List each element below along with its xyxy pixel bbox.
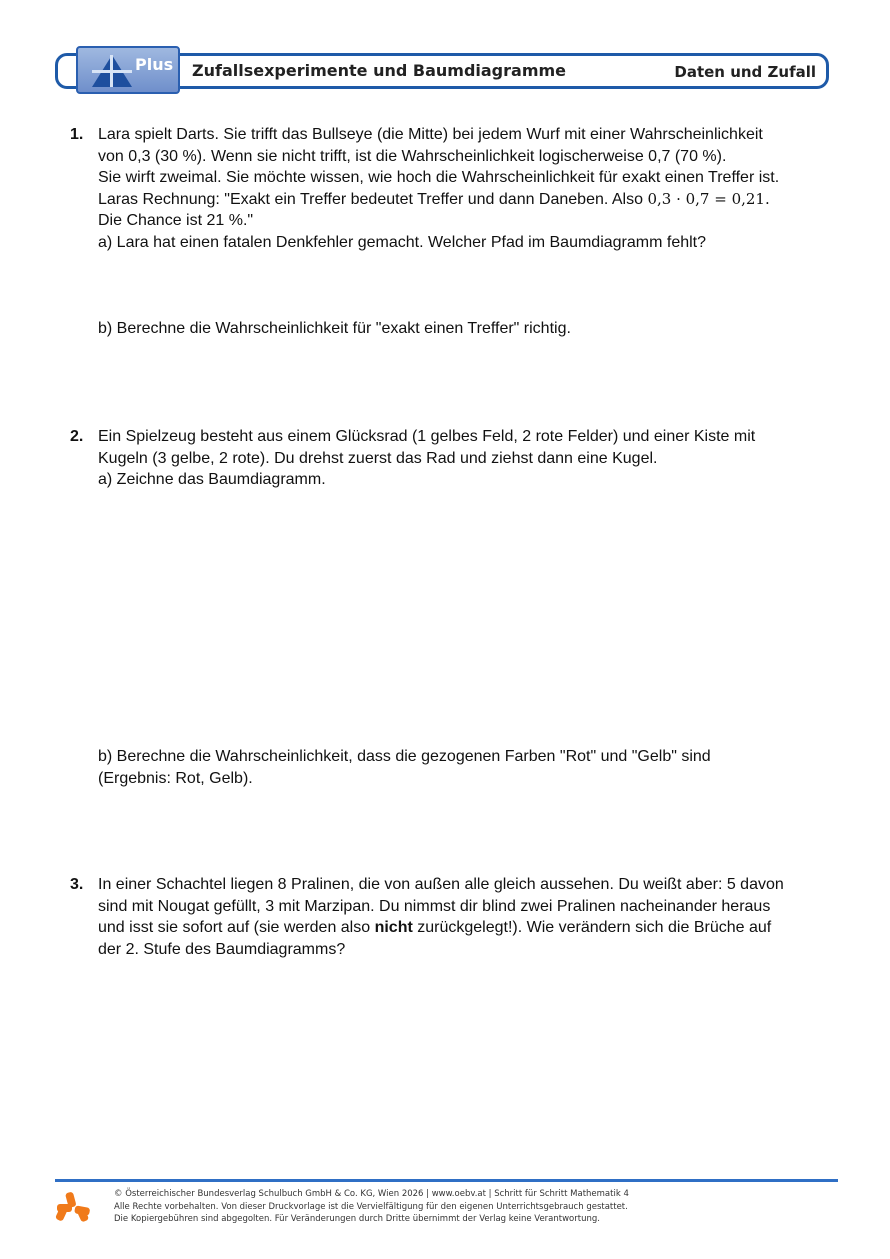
task-line xyxy=(98,917,848,939)
task-line: In einer Schachtel liegen 8 Pralinen, die von außen alle gleich aussehen. Du weißt aber: 5 davon xyxy=(98,876,784,893)
task-number: 1. xyxy=(70,126,84,143)
task-line: Sie wirft zweimal. Sie möchte wissen, wie hoch die Wahrscheinlichkeit für exakt einen Treffer ist. xyxy=(98,169,780,186)
task-line: Lara spielt Darts. Sie trifft das Bullseye (die Mitte) bei jedem Wurf mit einer Wahrscheinlichkeit xyxy=(98,126,763,143)
task-line: Kugeln (3 gelbe, 2 rote). Du drehst zuerst das Rad und ziehst dann eine Kugel. xyxy=(98,449,658,467)
footer-line: Die Kopiergebühren sind abgegolten. Für Veränderungen durch Dritte übernimmt der Verlag keine Verantwortung. xyxy=(114,1214,600,1224)
logo-text: Plus xyxy=(135,55,174,74)
task-2-part-b-line1: b) Berechne die Wahrscheinlichkeit, dass die gezogenen Farben "Rot" und "Gelb" sind xyxy=(98,748,711,765)
text-segment: zurückgelegt!). Wie verändern sich die Brüche auf xyxy=(412,919,772,936)
task-2-part-b-line2: (Ergebnis: Rot, Gelb). xyxy=(98,769,253,787)
task-number: 2. xyxy=(70,428,84,445)
oebv-asterisk-logo-icon xyxy=(55,1190,91,1226)
text-segment: und isst sie sofort auf (sie werden also xyxy=(98,919,375,936)
footer-divider xyxy=(55,1179,838,1182)
emphasis: nicht xyxy=(374,919,413,936)
plus-logo xyxy=(76,46,180,94)
task-line: Die Chance ist 21 %." xyxy=(98,212,254,229)
task-line-with-math xyxy=(98,189,848,211)
footer-line: Alle Rechte vorbehalten. Von dieser Druckvorlage ist die Vervielfältigung für den eigenen Unterrichtsgebrauch gestattet. xyxy=(114,1201,628,1212)
task-line: der 2. Stufe des Baumdiagramms? xyxy=(98,940,346,958)
task-line: von 0,3 (30 %). Wenn sie nicht trifft, ist die Wahrscheinlichkeit logischerweise 0,7 (70 %). xyxy=(98,147,727,165)
worksheet-title: Zufallsexperimente und Baumdiagramme xyxy=(192,61,567,80)
triangle-logo-icon xyxy=(90,54,134,88)
task-number: 3. xyxy=(70,876,84,893)
footer-copyright xyxy=(114,1188,629,1226)
math-expression: 0,3 · 0,7 = 0,21. xyxy=(647,189,770,208)
task-text xyxy=(98,874,848,960)
task-1-part-b: b) Berechne die Wahrscheinlichkeit für "exakt einen Treffer" richtig. xyxy=(98,320,571,337)
task-line: Ein Spielzeug besteht aus einem Glücksrad (1 gelbes Feld, 2 rote Felder) und einer Kiste mit xyxy=(98,428,756,445)
task-text xyxy=(98,426,848,491)
footer-line: © Österreichischer Bundesverlag Schulbuch GmbH & Co. KG, Wien 2026 | www.oebv.at | Schritt für Schritt Mathematik 4 xyxy=(114,1189,629,1199)
task-line: Laras Rechnung: "Exakt ein Treffer bedeutet Treffer und dann Daneben. Also xyxy=(98,190,648,208)
task-line: sind mit Nougat gefüllt, 3 mit Marzipan. Du nimmst dir blind zwei Pralinen nacheinander heraus xyxy=(98,897,771,915)
part-a: a) Lara hat einen fatalen Denkfehler gemacht. Welcher Pfad im Baumdiagramm fehlt? xyxy=(98,233,707,251)
part-a: a) Zeichne das Baumdiagramm. xyxy=(98,471,326,488)
task-text xyxy=(98,124,848,253)
worksheet-category: Daten und Zufall xyxy=(674,63,816,81)
